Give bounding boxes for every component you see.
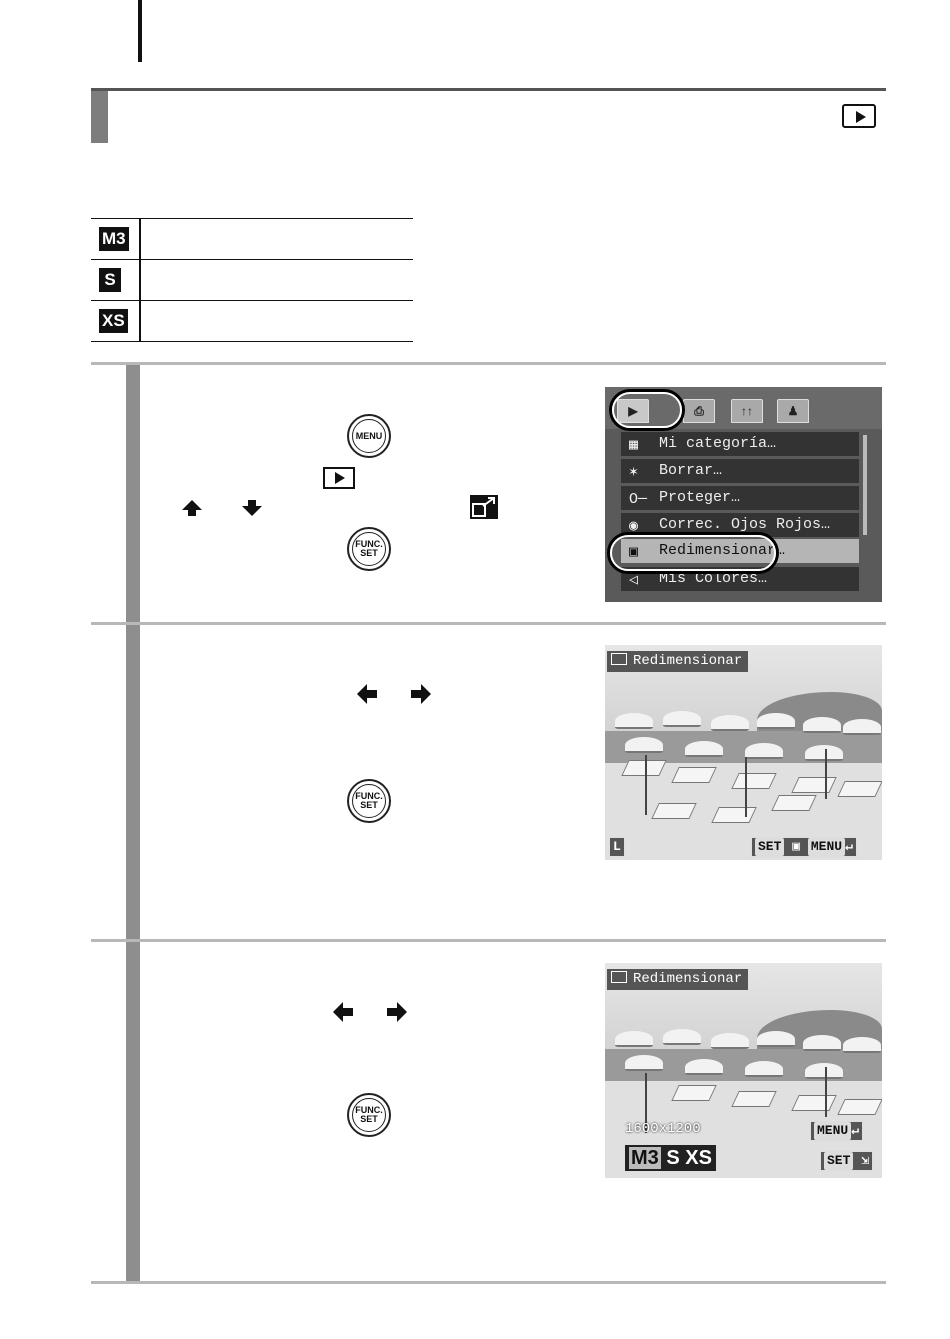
screen-title: Redimensionar <box>607 969 748 990</box>
step3-sidebar <box>126 942 140 1281</box>
size-row-m3 <box>91 218 413 259</box>
osd-set: SET ⇲ <box>820 1151 873 1171</box>
osd-menu-back: MENU ↵ <box>810 1121 863 1141</box>
step2-camera-screen <box>605 645 882 860</box>
menu-item-mis-colores: ◁ Mis Colores… <box>621 567 859 591</box>
playback-mode-icon <box>842 104 876 128</box>
tab-setup: ↑↑ <box>731 399 763 423</box>
size-row-xs <box>91 300 413 342</box>
tab-playback: ▶ <box>617 399 649 423</box>
step3-camera-screen <box>605 963 882 1178</box>
size-option-xs: XS <box>685 1147 712 1169</box>
func-set-button-icon: FUNC. SET <box>347 527 391 571</box>
item-highlight-oval <box>607 532 779 574</box>
header-tab <box>91 91 108 143</box>
menu-item-correc-ojos-rojos: ◉ Correc. Ojos Rojos… <box>621 513 859 537</box>
step1-sidebar <box>126 365 140 622</box>
size-option-s: S <box>666 1147 680 1169</box>
screen-title: Redimensionar <box>607 651 748 672</box>
arrow-up-icon <box>180 498 204 518</box>
step1-rule <box>91 362 886 365</box>
menu-item-mi-categoria: ▦ Mi categoría… <box>621 432 859 456</box>
tab-my-camera: ♟ <box>777 399 809 423</box>
step1-camera-screen <box>605 387 882 602</box>
size-s-icon: S <box>99 268 121 292</box>
resize-icon <box>469 494 499 520</box>
size-row-s <box>91 259 413 300</box>
size-table <box>91 218 413 342</box>
arrow-down-icon <box>240 498 264 518</box>
step2-rule <box>91 622 886 625</box>
header-rule <box>91 88 886 91</box>
tab-highlight-oval <box>609 389 685 431</box>
osd-set-menu: SET ▣ MENU ↵ <box>751 837 857 857</box>
arrow-right-icon <box>409 684 433 704</box>
step3-rule <box>91 939 886 942</box>
arrow-left-icon <box>331 1002 355 1022</box>
arrow-right-icon <box>385 1002 409 1022</box>
menu-item-redimensionar: ▣ Redimensionar… <box>621 539 859 563</box>
arrow-left-icon <box>355 684 379 704</box>
func-set-button-icon: FUNC. SET <box>347 779 391 823</box>
resolution-readout: 1600x1200 <box>625 1121 701 1137</box>
menu-item-borrar: ✶ Borrar… <box>621 459 859 483</box>
menu-button-icon: MENU <box>347 414 391 458</box>
size-selector <box>625 1145 716 1171</box>
func-set-button-icon: FUNC. SET <box>347 1093 391 1137</box>
tab-print: ⎙ <box>683 399 715 423</box>
playback-tab-icon <box>323 467 355 489</box>
size-m3-icon: M3 <box>99 227 129 251</box>
size-option-m3: M3 <box>631 1147 659 1169</box>
step2-sidebar <box>126 625 140 939</box>
bottom-rule <box>91 1281 886 1284</box>
menu-scrollbar <box>863 435 867 535</box>
page-marker-bar <box>138 0 142 62</box>
size-xs-icon: XS <box>99 309 128 333</box>
size-indicator: L <box>609 837 625 857</box>
menu-item-proteger: O─ Proteger… <box>621 486 859 510</box>
